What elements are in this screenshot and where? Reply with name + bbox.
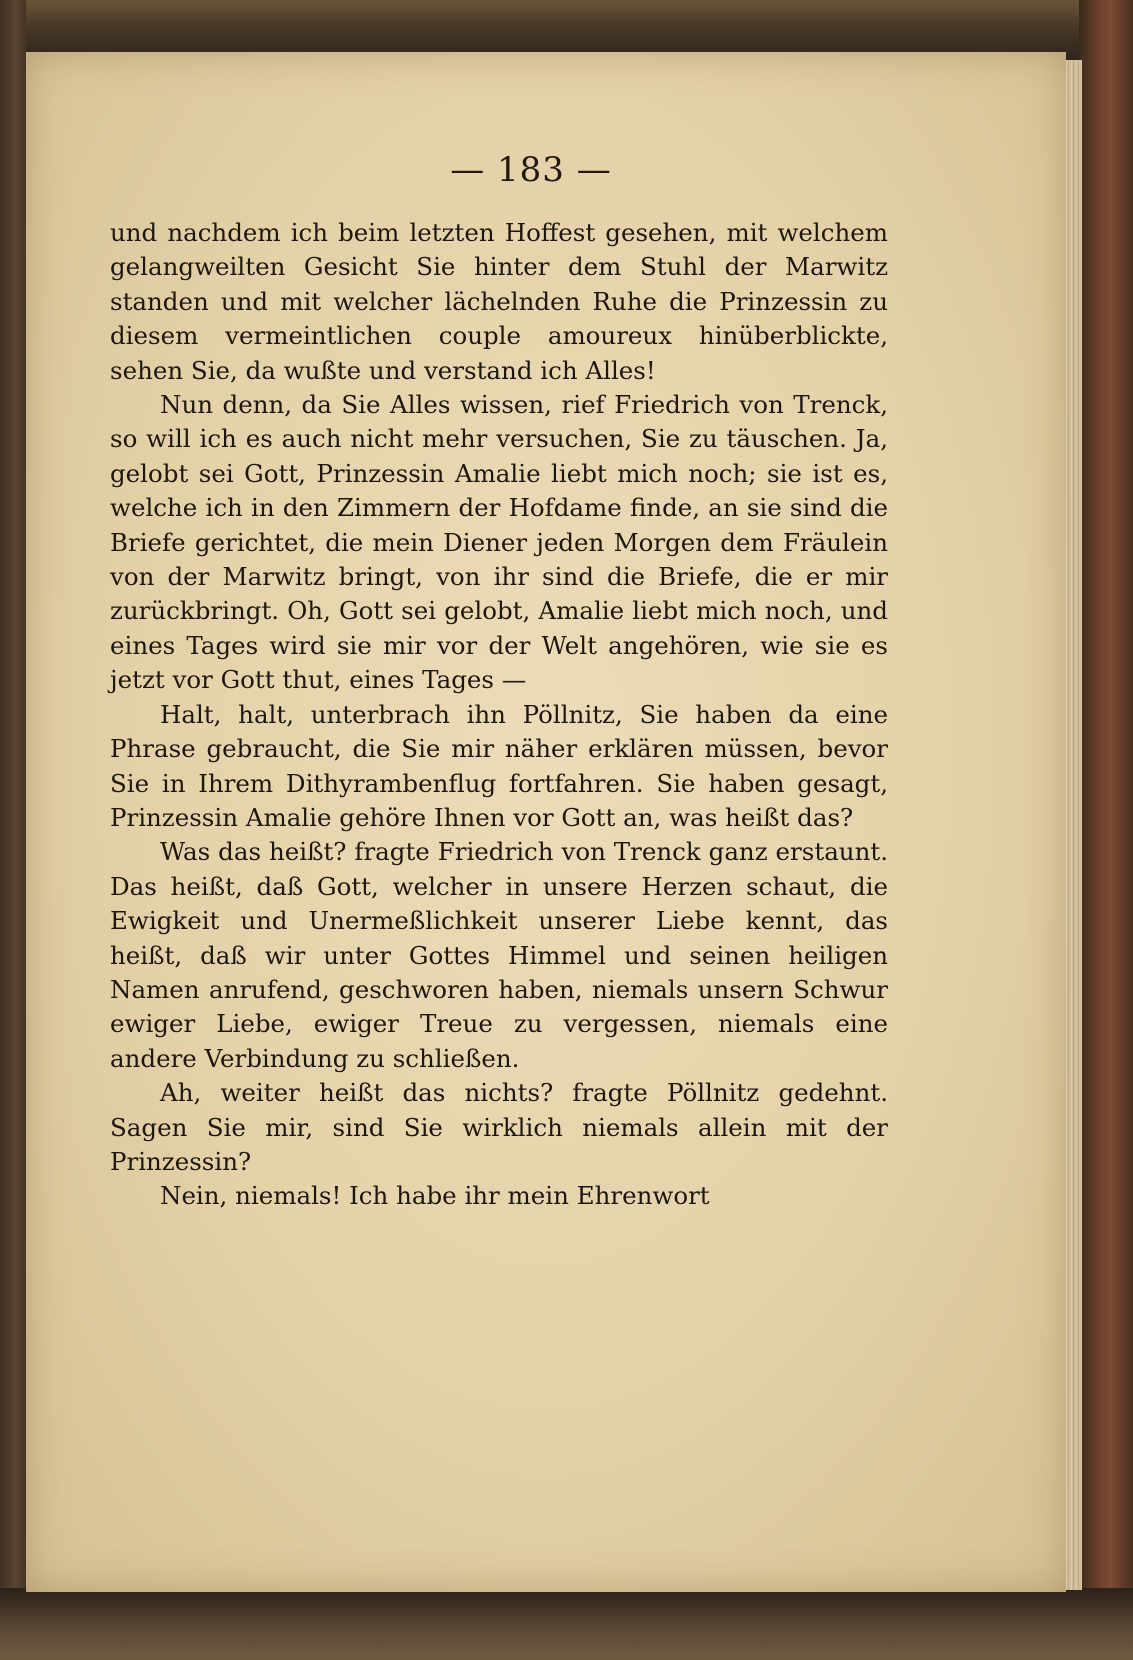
paragraph: Halt, halt, unterbrach ihn Pöllnitz, Sie haben da eine Phrase gebraucht, die Sie mir näher erklären müssen, bevor Sie in Ihrem Dithyrambenflug fortfahren. Sie haben gesagt, Prinzessin Amalie gehöre Ihnen vor Gott an, was heißt das? (110, 699, 888, 832)
paragraph: Nun denn, da Sie Alles wissen, rief Friedrich von Trenck, so will ich es auch nicht mehr versuchen, Sie zu täuschen. Ja, gelobt sei Gott, Prinzessin Amalie liebt mich noch; sie ist es, welche ich in den Zimmern der Hofdame finde, an sie sind die Briefe gerichtet, die mein Diener jeden Morgen dem Fräulein von der Marwitz bringt, von ihr sind die Briefe, die er mir zurückbringt. Oh, Gott sei gelobt, Amalie liebt mich noch, und eines Tages wird sie mir vor der Welt angehören, wie sie es jetzt vor Gott thut, eines Tages — (110, 390, 888, 695)
book-page (26, 52, 1066, 1592)
page-number: — 183 — (450, 150, 612, 190)
paragraph: Nein, niemals! Ich habe ihr mein Ehrenwort (160, 1181, 710, 1211)
paragraph: und nachdem ich beim letzten Hoffest gesehen, mit welchem gelangweilten Gesicht Sie hinter dem Stuhl der Marwitz standen und mit welcher lächelnden Ruhe die Prinzessin zu diesem vermeintlichen couple amoureux hinüberblickte, sehen Sie, da wußte und verstand ich Alles! (110, 218, 888, 385)
book-cover-bottom (0, 1588, 1133, 1660)
book-cover-right (1079, 0, 1133, 1660)
paragraph: Ah, weiter heißt das nichts? fragte Pöllnitz gedehnt. Sagen Sie mir, sind Sie wirklich niemals allein mit der Prinzessin? (110, 1078, 888, 1176)
body-text (110, 216, 888, 1214)
book-cover-left (0, 0, 26, 1660)
paragraph: Was das heißt? fragte Friedrich von Trenck ganz erstaunt. Das heißt, daß Gott, welcher in unsere Herzen schaut, die Ewigkeit und Unermeßlichkeit unserer Liebe kennt, das heißt, daß wir unter Gottes Himmel und seinen heiligen Namen anrufend, geschworen haben, niemals unsern Schwur ewiger Liebe, ewiger Treue zu vergessen, niemals eine andere Verbindung zu schließen. (110, 837, 888, 1073)
